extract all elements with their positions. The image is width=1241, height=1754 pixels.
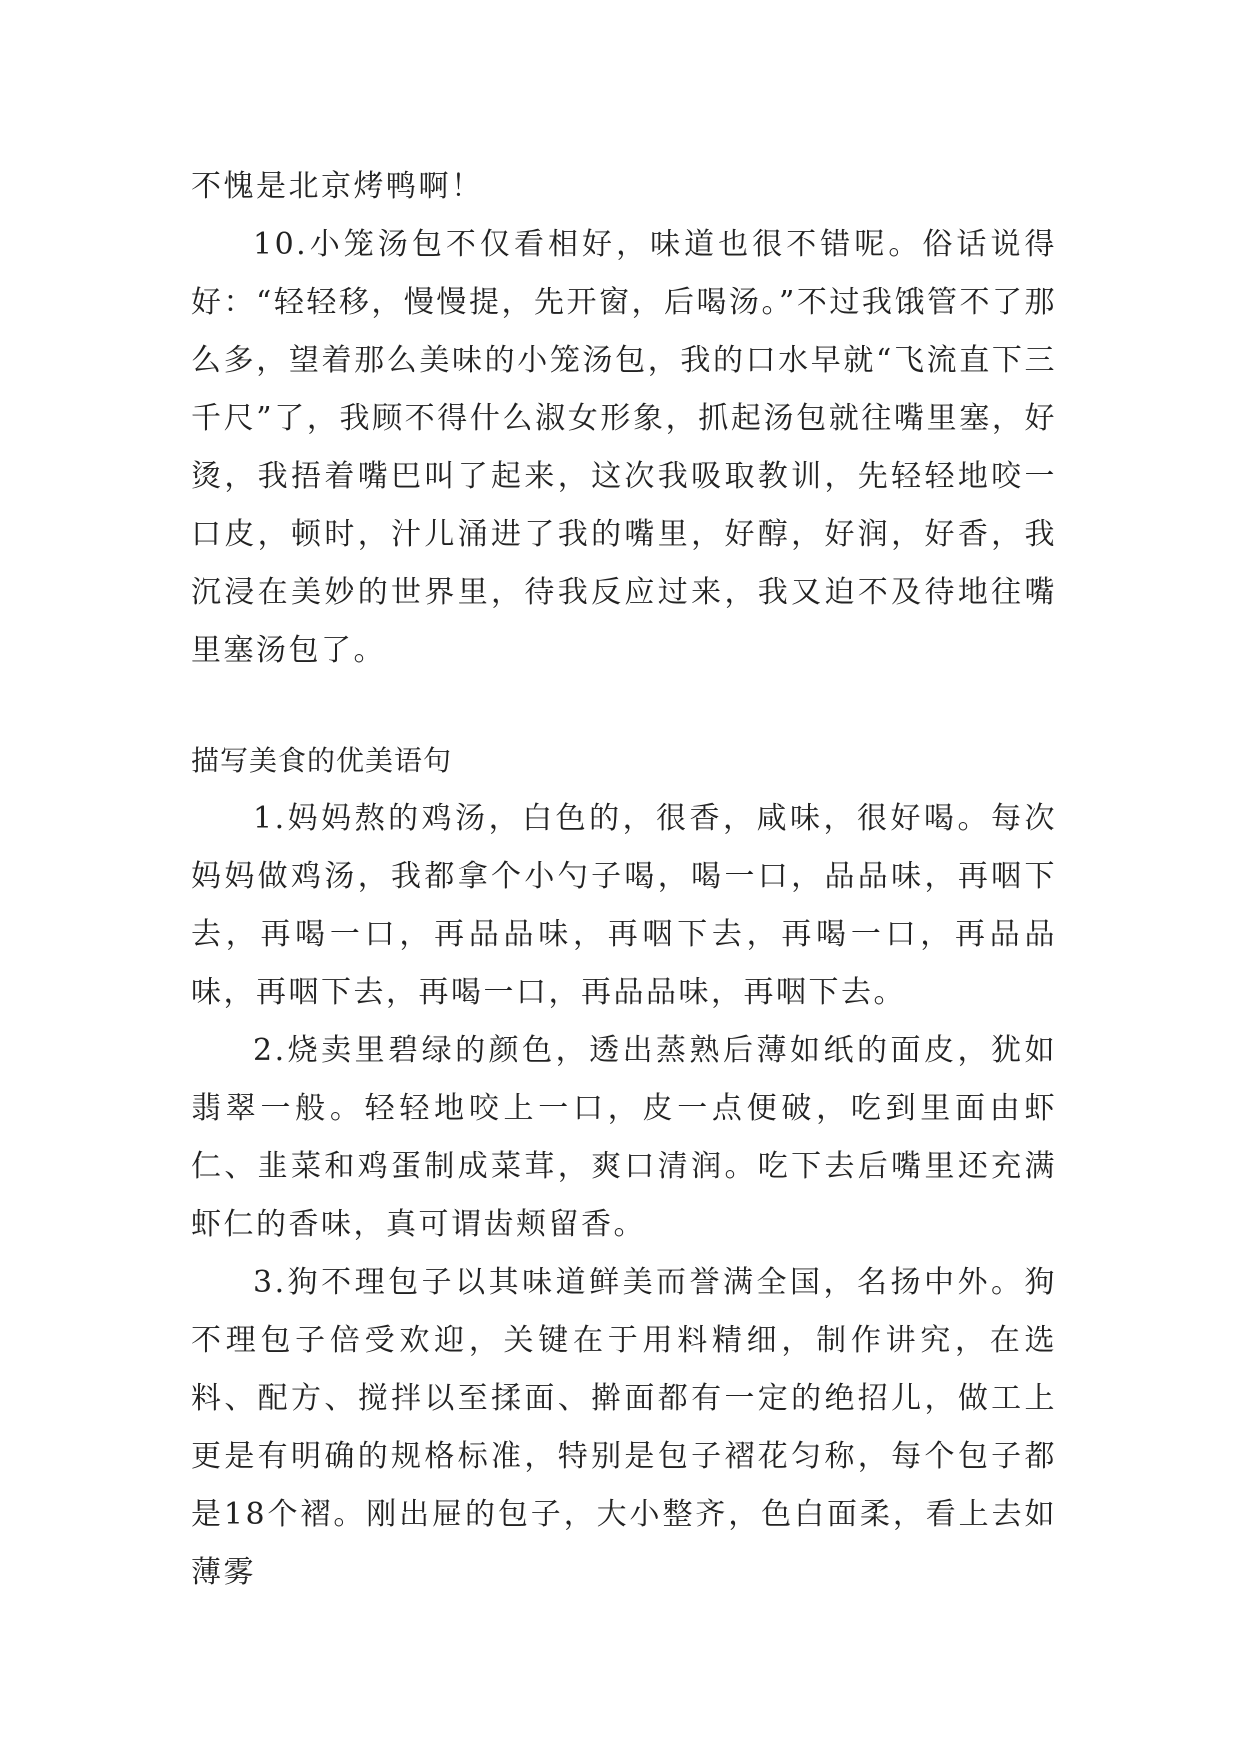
paragraph-item-3: 3.狗不理包子以其味道鲜美而誉满全国，名扬中外。狗不理包子倍受欢迎，关键在于用料精细，制作讲究，在选料、配方、搅拌以至揉面、擀面都有一定的绝招儿，做工上更是有明确的规格标准，特别是包子褶花匀称，每个包子都是18个褶。刚出屉的包子，大小整齐，色白面柔，看上去如薄雾	[191, 1265, 1057, 1590]
paragraph-item-2: 2.烧卖里碧绿的颜色，透出蒸熟后薄如纸的面皮，犹如翡翠一般。轻轻地咬上一口，皮一点便破，吃到里面由虾仁、韭菜和鸡蛋制成菜茸，爽口清润。吃下去后嘴里还充满虾仁的香味，真可谓齿颊留香。	[191, 1033, 1057, 1242]
document-body	[191, 158, 1057, 1602]
section-spacer	[191, 680, 1057, 732]
paragraph-item-10: 10.小笼汤包不仅看相好，味道也很不错呢。俗话说得好：“轻轻移，慢慢提，先开窗，后喝汤。”不过我饿管不了那么多，望着那么美味的小笼汤包，我的口水早就“飞流直下三千尺”了，我顾不得什么淑女形象，抓起汤包就往嘴里塞，好烫，我捂着嘴巴叫了起来，这次我吸取教训，先轻轻地咬一口皮，顿时，汁儿涌进了我的嘴里，好醇，好润，好香，我沉浸在美妙的世界里，待我反应过来，我又迫不及待地往嘴里塞汤包了。	[191, 227, 1057, 668]
section-heading: 描写美食的优美语句	[191, 744, 453, 777]
continuation-paragraph: 不愧是北京烤鸭啊！	[191, 169, 484, 204]
paragraph-item-1: 1.妈妈熬的鸡汤，白色的，很香，咸味，很好喝。每次妈妈做鸡汤，我都拿个小勺子喝，喝一口，品品味，再咽下去，再喝一口，再品品味，再咽下去，再喝一口，再品品味，再咽下去，再喝一口，再品品味，再咽下去。	[191, 801, 1057, 1010]
